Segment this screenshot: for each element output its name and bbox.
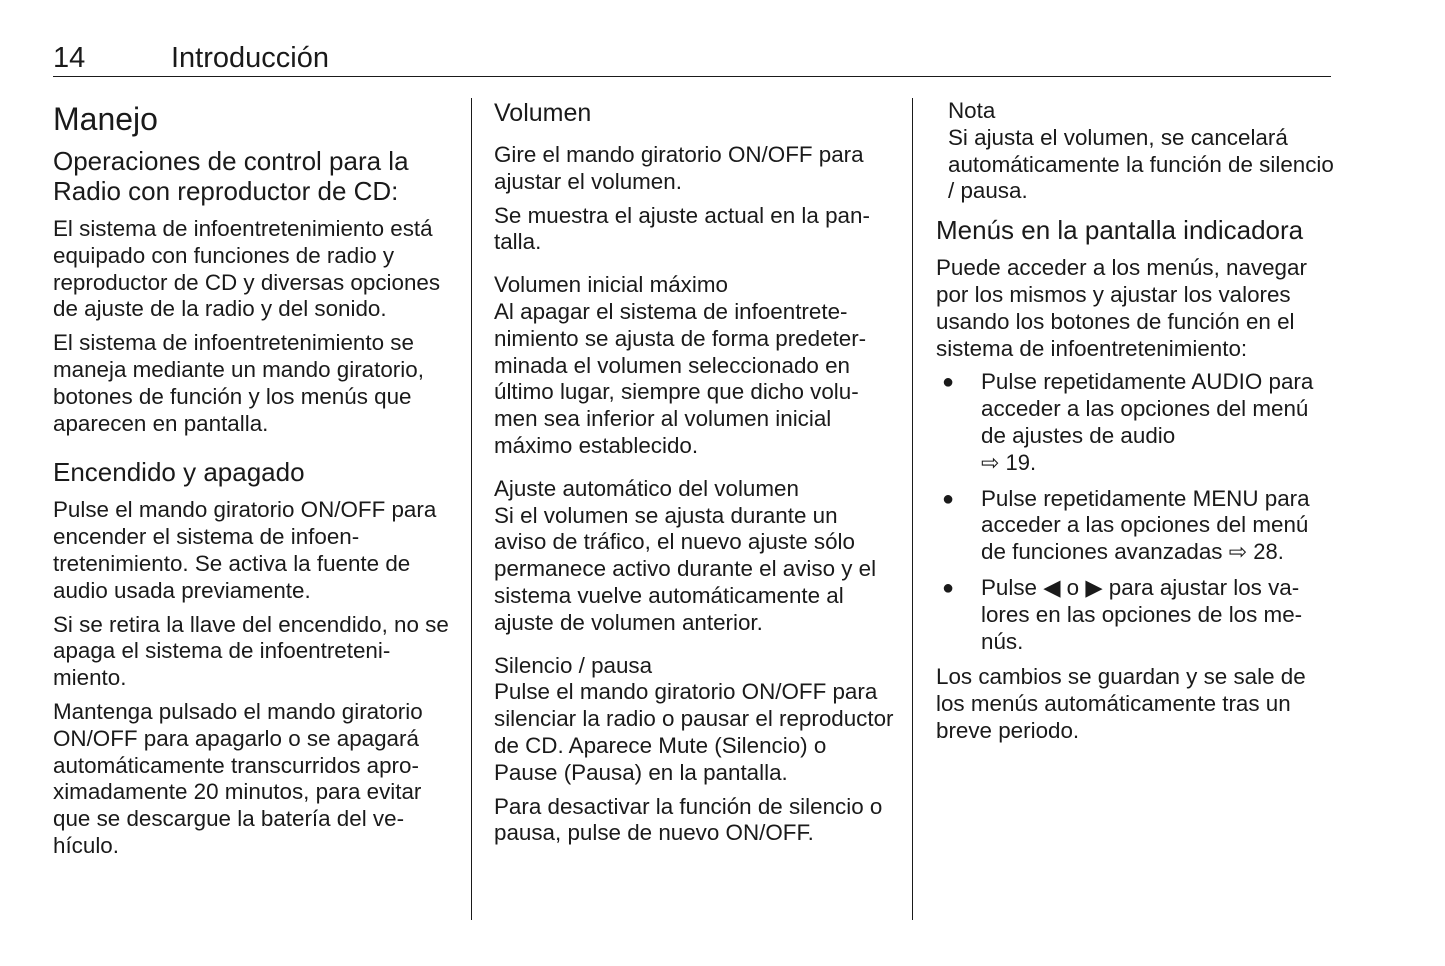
paragraph: Pulse el mando giratorio ON/OFF para encender el sistema de infoentretenimiento. Se activa la fuente de audio usada previamente. (53, 497, 437, 603)
column-divider-1 (471, 98, 472, 920)
paragraph: Se muestra el ajuste actual en la pantalla. (494, 202, 870, 255)
subsection-volumen-inicial (494, 272, 894, 460)
page-reference-link[interactable]: ⇨ 19. (981, 449, 1037, 475)
bullet-icon: ● (942, 371, 955, 394)
list-item-text: Pulse repetidamente AUDIO para acceder a las opciones del menú de ajustes de audio (981, 369, 1314, 448)
paragraph: Mantenga pulsado el mando giratorio ON/OFF para apagarlo o se apagará automáticamente transcurridos aproximadamente 20 minutos, para evitar que se descargue la batería del vehículo. (53, 698, 423, 858)
note-text: Si ajusta el volumen, se cancelará automáticamente la función de silencio / pausa. (948, 124, 1334, 204)
paragraph: Gire el mando giratorio ON/OFF para ajustar el volumen. (494, 142, 864, 194)
column-2 (494, 98, 894, 854)
bullet-icon: ● (942, 487, 955, 510)
heading-volumen: Volumen (494, 99, 592, 127)
subsection-title: Silencio / pausa (494, 652, 653, 678)
paragraph: Al apagar el sistema de infoentretenimiento se ajusta de forma predeterminada el volumen seleccionado en último lugar, siempre que dicho volumen sea inferior al volumen inicial máximo establecido. (494, 298, 867, 458)
list-item (936, 369, 1336, 476)
subsection-title: Ajuste automático del volumen (494, 475, 799, 501)
page-header (53, 40, 1331, 77)
paragraph: Pulse el mando giratorio ON/OFF para silenciar la radio o pausar el reproductor de CD. Aparece Mute (Silencio) o Pause (Pausa) en la pantalla. (494, 679, 894, 785)
paragraph: Si se retira la llave del encendido, no se apaga el sistema de infoentretenimiento. (53, 611, 449, 691)
list-item-text: Pulse ◀ o ▶ para ajustar los valores en las opciones de los menús. (981, 574, 1303, 654)
heading-operaciones: Operaciones de control para la Radio con reproductor de CD: (53, 146, 409, 206)
list-item-text: Pulse repetidamente MENU para acceder a las opciones del menú de funciones avanzadas (981, 485, 1310, 565)
list-item (936, 575, 1336, 655)
column-1 (53, 98, 453, 867)
paragraph: Si el volumen se ajusta durante un aviso de tráfico, el nuevo ajuste sólo permanece activo durante el aviso y el sistema vuelve automáticamente al ajuste de volumen anterior. (494, 502, 877, 635)
paragraph: Para desactivar la función de silencio o pausa, pulse de nuevo ON/OFF. (494, 793, 883, 846)
note-box (936, 98, 1336, 205)
paragraph: Puede acceder a los menús, navegar por los mismos y ajustar los valores usando los botones de función en el sistema de infoentretenimiento: (936, 255, 1307, 361)
note-title: Nota (948, 98, 996, 123)
heading-encendido: Encendido y apagado (53, 457, 305, 488)
subsection-title: Volumen inicial máximo (494, 272, 728, 298)
bullet-list (936, 369, 1336, 655)
column-divider-2 (912, 98, 913, 920)
bullet-icon: ● (942, 576, 955, 599)
column-3 (936, 98, 1336, 752)
page-number: 14 (53, 42, 86, 74)
paragraph: El sistema de infoentretenimiento se maneja mediante un mando giratorio, botones de función y los menús que aparecen en pantalla. (53, 330, 424, 436)
list-item (936, 486, 1336, 566)
heading-menus: Menús en la pantalla indicadora (936, 215, 1304, 246)
paragraph: El sistema de infoentretenimiento está equipado con funciones de radio y reproductor de CD y diversas opciones de ajuste de la radio y del sonido. (53, 216, 441, 322)
subsection-silencio (494, 653, 894, 787)
running-title: Introducción (171, 42, 329, 74)
page-reference-link[interactable]: ⇨ 28. (1228, 539, 1284, 565)
paragraph: Los cambios se guardan y se sale de los menús automáticamente tras un breve periodo. (936, 664, 1306, 743)
subsection-ajuste-automatico (494, 476, 894, 637)
section-title-manejo: Manejo (53, 101, 158, 137)
